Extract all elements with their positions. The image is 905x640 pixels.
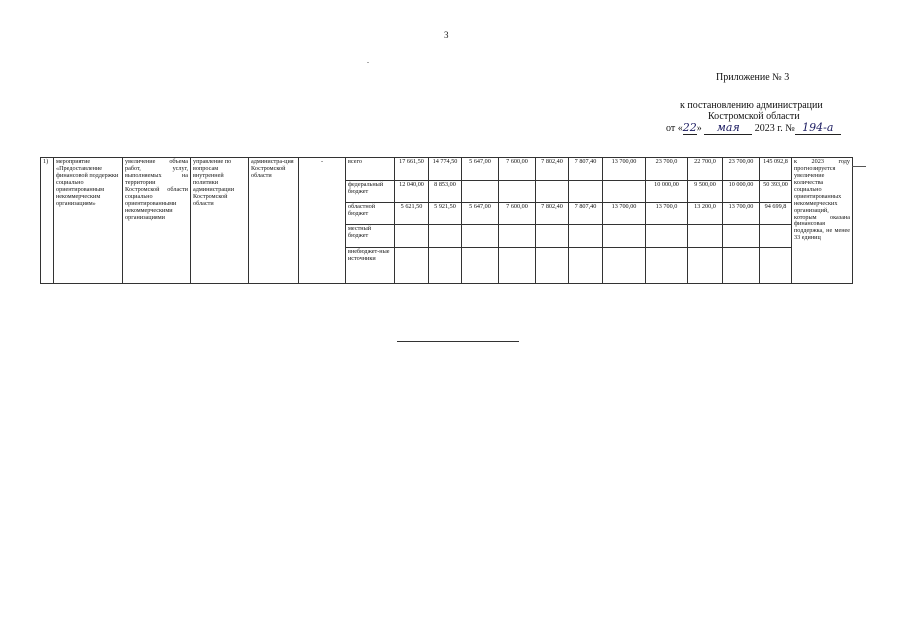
value-cell: [569, 181, 603, 203]
value-cell: 9 500,00: [688, 181, 723, 203]
activity-cell: мероприятие «Предоставление финансовой поддержки социально ориентированным некоммерческим организациям»: [54, 158, 123, 284]
table-edge-tick: [852, 166, 866, 167]
value-cell: [760, 248, 792, 284]
date-year: 2023 г. №: [754, 123, 795, 134]
value-cell: [395, 248, 429, 284]
value-cell: [395, 225, 429, 248]
end-rule: [397, 341, 519, 342]
page-number: 3: [444, 30, 449, 40]
value-cell: 7 807,40: [569, 203, 603, 225]
value-cell: [646, 225, 688, 248]
date-mid: »: [696, 123, 702, 134]
value-cell: 10 000,00: [723, 181, 760, 203]
source-label: всего: [346, 158, 395, 181]
value-cell: 13 200,0: [688, 203, 723, 225]
value-cell: 7 802,40: [536, 158, 569, 181]
program-table: [40, 157, 853, 284]
result-cell: к 2023 году прогнозируется увеличение количества социально ориентированных некоммерческих организаций, которым оказана финансовая поддержка, не менее 33 единиц: [792, 158, 853, 284]
value-cell: [462, 248, 499, 284]
coexecutor-cell: администра-ция Костромской области: [249, 158, 299, 284]
goal-cell: увеличение объема работ, услуг, выполняемых на территории Костромской области социально ориентированными некоммерческими организациями: [123, 158, 191, 284]
value-cell: [536, 248, 569, 284]
value-cell: [603, 248, 646, 284]
value-cell: [688, 225, 723, 248]
value-cell: 13 700,00: [603, 203, 646, 225]
value-cell: [723, 225, 760, 248]
value-cell: 8 853,00: [429, 181, 462, 203]
value-cell: [536, 225, 569, 248]
source-label: внебюджет-ные источники: [346, 248, 395, 284]
date-prefix: от «: [666, 123, 683, 134]
value-cell: [499, 225, 536, 248]
resolution-number: 194-а: [795, 121, 841, 135]
value-cell: 22 700,0: [688, 158, 723, 181]
value-cell: [646, 248, 688, 284]
value-cell: 145 092,8: [760, 158, 792, 181]
responsible-cell: управление по вопросам внутренней политики администрации Костромской области: [191, 158, 249, 284]
value-cell: [429, 248, 462, 284]
source-label: федеральный бюджет: [346, 181, 395, 203]
source-label: местный бюджет: [346, 225, 395, 248]
value-cell: 5 647,00: [462, 158, 499, 181]
value-cell: 5 621,50: [395, 203, 429, 225]
source-label: областной бюджет: [346, 203, 395, 225]
scan-mark: -: [367, 60, 369, 66]
value-cell: 50 393,00: [760, 181, 792, 203]
value-cell: [688, 248, 723, 284]
value-cell: [462, 225, 499, 248]
value-cell: [499, 181, 536, 203]
value-cell: 13 700,00: [723, 203, 760, 225]
value-cell: [462, 181, 499, 203]
value-cell: [569, 225, 603, 248]
value-cell: 7 600,00: [499, 203, 536, 225]
value-cell: 7 802,40: [536, 203, 569, 225]
value-cell: [536, 181, 569, 203]
value-cell: 17 661,50: [395, 158, 429, 181]
resolution-date-line: [666, 121, 841, 135]
dash-cell: -: [299, 158, 346, 284]
table-row: [41, 158, 853, 181]
value-cell: 13 700,00: [603, 158, 646, 181]
date-day: 22: [682, 121, 697, 134]
value-cell: 14 774,50: [429, 158, 462, 181]
value-cell: 23 700,0: [646, 158, 688, 181]
value-cell: 10 000,00: [646, 181, 688, 203]
value-cell: [723, 248, 760, 284]
date-month: мая: [704, 121, 752, 135]
value-cell: 7 807,40: [569, 158, 603, 181]
appendix-title: Приложение № 3: [716, 72, 790, 83]
value-cell: 5 647,00: [462, 203, 499, 225]
value-cell: 12 040,00: [395, 181, 429, 203]
value-cell: [499, 248, 536, 284]
value-cell: 13 700,0: [646, 203, 688, 225]
value-cell: [603, 181, 646, 203]
value-cell: [569, 248, 603, 284]
value-cell: 5 921,50: [429, 203, 462, 225]
value-cell: 7 600,00: [499, 158, 536, 181]
resolution-line-2: Костромской области: [708, 111, 800, 122]
row-number: 1): [41, 158, 54, 284]
resolution-line-1: к постановлению администрации: [680, 100, 823, 111]
value-cell: [429, 225, 462, 248]
value-cell: 23 700,00: [723, 158, 760, 181]
value-cell: 94 699,8: [760, 203, 792, 225]
value-cell: [760, 225, 792, 248]
value-cell: [603, 225, 646, 248]
